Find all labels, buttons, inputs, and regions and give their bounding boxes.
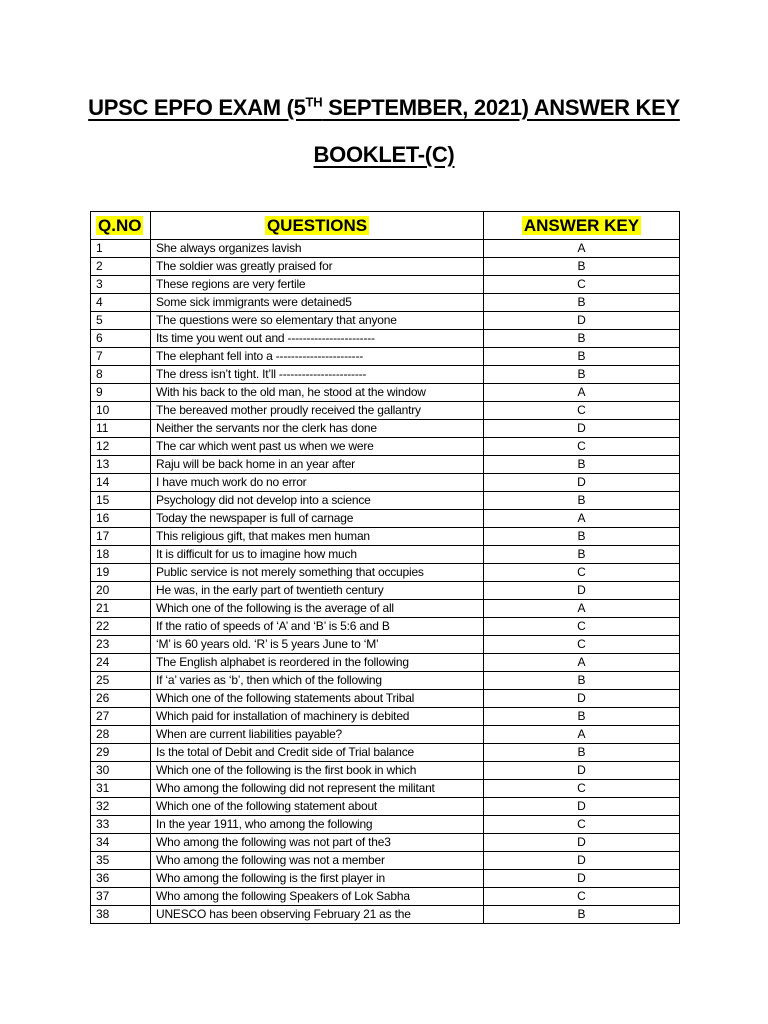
qno-cell: 15 [91, 492, 151, 510]
qno-cell: 23 [91, 636, 151, 654]
answer-cell: C [484, 636, 680, 654]
answer-cell: C [484, 276, 680, 294]
question-cell: Which one of the following is the average of all [151, 600, 484, 618]
table-row [91, 492, 680, 510]
answer-cell: D [484, 852, 680, 870]
qno-cell: 5 [91, 312, 151, 330]
qno-cell: 12 [91, 438, 151, 456]
qno-cell: 1 [91, 240, 151, 258]
title-superscript: TH [305, 94, 323, 110]
qno-cell: 6 [91, 330, 151, 348]
answer-cell: A [484, 726, 680, 744]
answer-cell: A [484, 510, 680, 528]
question-cell: Psychology did not develop into a science [151, 492, 484, 510]
table-row [91, 402, 680, 420]
table-row [91, 726, 680, 744]
qno-cell: 11 [91, 420, 151, 438]
qno-cell: 26 [91, 690, 151, 708]
table-row [91, 438, 680, 456]
qno-cell: 9 [91, 384, 151, 402]
answer-cell: D [484, 798, 680, 816]
qno-cell: 35 [91, 852, 151, 870]
qno-cell: 8 [91, 366, 151, 384]
table-row [91, 456, 680, 474]
question-cell: She always organizes lavish [151, 240, 484, 258]
question-cell: Which paid for installation of machinery is debited [151, 708, 484, 726]
table-row [91, 366, 680, 384]
question-cell: UNESCO has been observing February 21 as the [151, 906, 484, 924]
table-row [91, 240, 680, 258]
question-cell: I have much work do no error [151, 474, 484, 492]
question-cell: Who among the following was not a member [151, 852, 484, 870]
answer-cell: B [484, 528, 680, 546]
answer-cell: B [484, 348, 680, 366]
answer-cell: C [484, 564, 680, 582]
question-cell: The elephant fell into a ----------------------- [151, 348, 484, 366]
qno-cell: 20 [91, 582, 151, 600]
question-cell: ‘M’ is 60 years old. ‘R’ is 5 years June to ‘M’ [151, 636, 484, 654]
table-row [91, 510, 680, 528]
qno-cell: 13 [91, 456, 151, 474]
question-cell: This religious gift, that makes men human [151, 528, 484, 546]
qno-cell: 33 [91, 816, 151, 834]
qno-cell: 7 [91, 348, 151, 366]
header-qno [91, 212, 151, 240]
answer-cell: A [484, 240, 680, 258]
table-row [91, 384, 680, 402]
table-row [91, 330, 680, 348]
qno-cell: 30 [91, 762, 151, 780]
answer-cell: B [484, 258, 680, 276]
question-cell: Raju will be back home in an year after [151, 456, 484, 474]
answer-cell: B [484, 366, 680, 384]
table-row [91, 906, 680, 924]
question-cell: Today the newspaper is full of carnage [151, 510, 484, 528]
answer-cell: B [484, 708, 680, 726]
table-row [91, 528, 680, 546]
qno-cell: 31 [91, 780, 151, 798]
qno-cell: 16 [91, 510, 151, 528]
question-cell: Who among the following was not part of the3 [151, 834, 484, 852]
table-row [91, 816, 680, 834]
qno-cell: 18 [91, 546, 151, 564]
question-cell: The English alphabet is reordered in the following [151, 654, 484, 672]
question-cell: He was, in the early part of twentieth century [151, 582, 484, 600]
question-cell: The bereaved mother proudly received the gallantry [151, 402, 484, 420]
answer-cell: A [484, 600, 680, 618]
qno-cell: 34 [91, 834, 151, 852]
answer-cell: D [484, 582, 680, 600]
answer-cell: A [484, 384, 680, 402]
question-cell: Is the total of Debit and Credit side of Trial balance [151, 744, 484, 762]
qno-cell: 14 [91, 474, 151, 492]
table-row [91, 564, 680, 582]
question-cell: If the ratio of speeds of ‘A’ and ‘B’ is 5:6 and B [151, 618, 484, 636]
question-cell: Its time you went out and ----------------------- [151, 330, 484, 348]
answer-cell: D [484, 762, 680, 780]
table-row [91, 870, 680, 888]
table-row [91, 258, 680, 276]
qno-cell: 22 [91, 618, 151, 636]
question-cell: With his back to the old man, he stood at the window [151, 384, 484, 402]
qno-cell: 28 [91, 726, 151, 744]
answer-cell: B [484, 456, 680, 474]
header-questions [151, 212, 484, 240]
table-row [91, 582, 680, 600]
answer-cell: D [484, 474, 680, 492]
table-row [91, 888, 680, 906]
answer-cell: D [484, 690, 680, 708]
qno-cell: 21 [91, 600, 151, 618]
table-row [91, 780, 680, 798]
question-cell: Who among the following is the first player in [151, 870, 484, 888]
table-row [91, 474, 680, 492]
question-cell: The soldier was greatly praised for [151, 258, 484, 276]
question-cell: These regions are very fertile [151, 276, 484, 294]
table-row [91, 690, 680, 708]
answer-cell: B [484, 906, 680, 924]
question-cell: Neither the servants nor the clerk has done [151, 420, 484, 438]
table-row [91, 312, 680, 330]
answer-cell: D [484, 312, 680, 330]
table-row [91, 834, 680, 852]
table-row [91, 294, 680, 312]
table-row [91, 276, 680, 294]
question-cell: Public service is not merely something that occupies [151, 564, 484, 582]
header-qno-label: Q.NO [98, 215, 142, 235]
table-row [91, 798, 680, 816]
answer-cell: B [484, 672, 680, 690]
qno-cell: 32 [91, 798, 151, 816]
answer-cell: B [484, 330, 680, 348]
page-title [0, 95, 768, 121]
qno-cell: 27 [91, 708, 151, 726]
table-row [91, 348, 680, 366]
question-cell: If ‘a’ varies as ‘b’, then which of the following [151, 672, 484, 690]
answer-cell: C [484, 888, 680, 906]
qno-cell: 10 [91, 402, 151, 420]
qno-cell: 19 [91, 564, 151, 582]
question-cell: When are current liabilities payable? [151, 726, 484, 744]
answer-cell: B [484, 294, 680, 312]
qno-cell: 17 [91, 528, 151, 546]
question-cell: It is difficult for us to imagine how much [151, 546, 484, 564]
qno-cell: 38 [91, 906, 151, 924]
question-cell: Which one of the following statement about [151, 798, 484, 816]
table-row [91, 618, 680, 636]
question-cell: Some sick immigrants were detained5 [151, 294, 484, 312]
answer-cell: C [484, 402, 680, 420]
table-row [91, 546, 680, 564]
question-cell: Which one of the following statements about Tribal [151, 690, 484, 708]
answer-key-table [90, 211, 680, 924]
question-cell: The questions were so elementary that anyone [151, 312, 484, 330]
answer-cell: C [484, 438, 680, 456]
answer-cell: B [484, 744, 680, 762]
question-cell: The dress isn’t tight. It’ll ----------------------- [151, 366, 484, 384]
answer-cell: D [484, 870, 680, 888]
answer-cell: C [484, 618, 680, 636]
table-row [91, 852, 680, 870]
qno-cell: 2 [91, 258, 151, 276]
table-row [91, 420, 680, 438]
qno-cell: 4 [91, 294, 151, 312]
answer-cell: C [484, 816, 680, 834]
answer-cell: B [484, 546, 680, 564]
table-header-row [91, 212, 680, 240]
table-row [91, 600, 680, 618]
table-row [91, 708, 680, 726]
table-row [91, 762, 680, 780]
header-answer-key-label: ANSWER KEY [523, 215, 640, 235]
table-row [91, 636, 680, 654]
question-cell: The car which went past us when we were [151, 438, 484, 456]
answer-cell: D [484, 420, 680, 438]
answer-cell: B [484, 492, 680, 510]
answer-cell: C [484, 780, 680, 798]
question-cell: Who among the following did not represent the militant [151, 780, 484, 798]
question-cell: Who among the following Speakers of Lok Sabha [151, 888, 484, 906]
page-subtitle: BOOKLET-(C) [313, 142, 455, 167]
qno-cell: 29 [91, 744, 151, 762]
title-line1-suffix: SEPTEMBER, 2021) ANSWER KEY [322, 95, 680, 120]
table-row [91, 744, 680, 762]
qno-cell: 37 [91, 888, 151, 906]
qno-cell: 3 [91, 276, 151, 294]
header-questions-label: QUESTIONS [266, 215, 368, 235]
question-cell: In the year 1911, who among the following [151, 816, 484, 834]
answer-cell: A [484, 654, 680, 672]
qno-cell: 25 [91, 672, 151, 690]
question-cell: Which one of the following is the first book in which [151, 762, 484, 780]
qno-cell: 24 [91, 654, 151, 672]
title-line1-prefix: UPSC EPFO EXAM (5 [88, 95, 306, 120]
table-row [91, 672, 680, 690]
answer-cell: D [484, 834, 680, 852]
header-answer-key [484, 212, 680, 240]
table-row [91, 654, 680, 672]
qno-cell: 36 [91, 870, 151, 888]
